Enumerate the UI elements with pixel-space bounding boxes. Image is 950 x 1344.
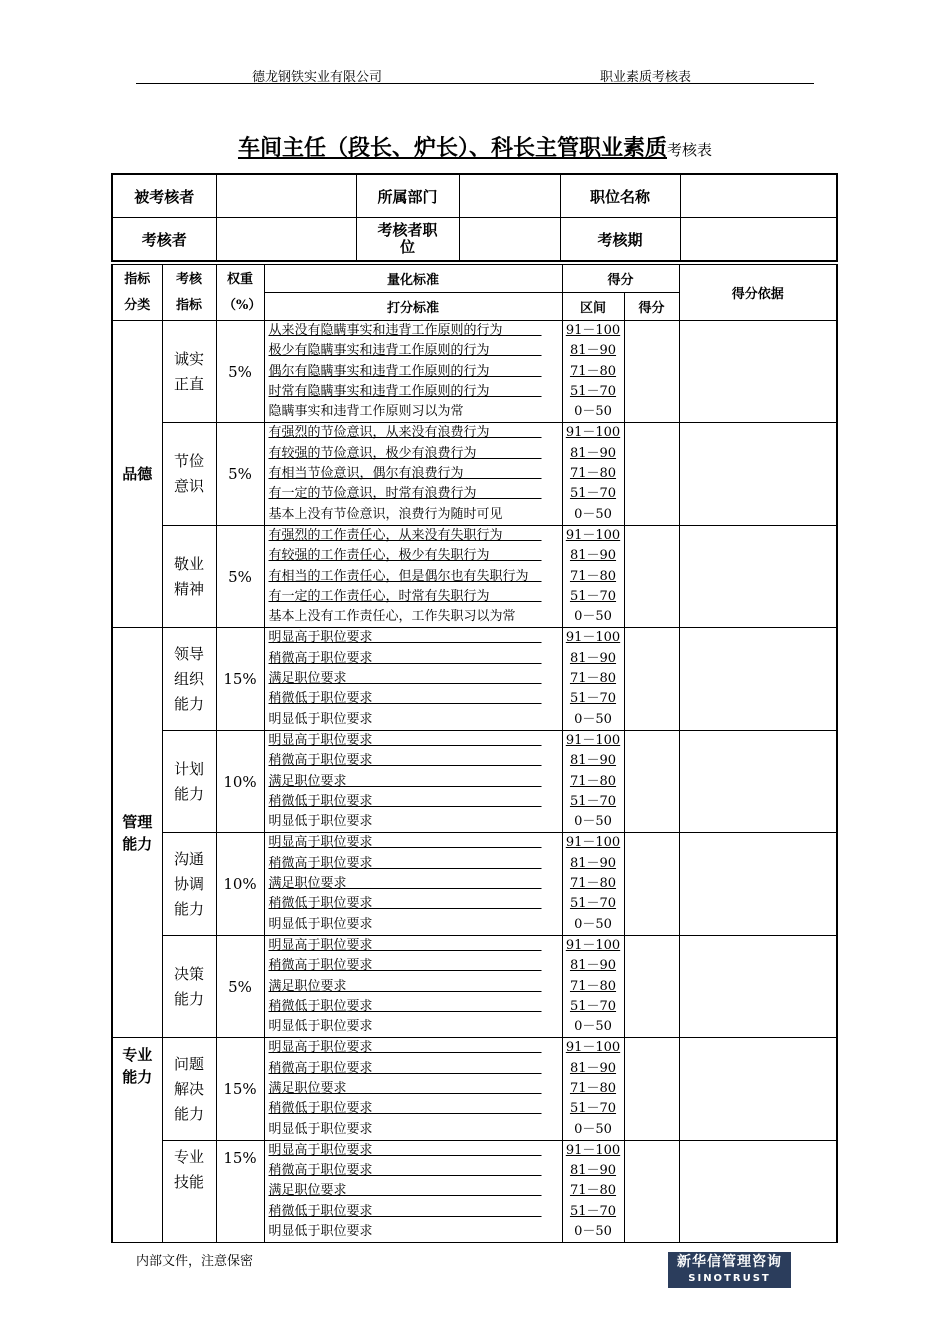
range-item: 81－90 — [569, 1163, 617, 1179]
score-cell[interactable] — [624, 935, 679, 1037]
logo-en: SINOTRUST — [688, 1273, 771, 1284]
criteria-item: 极少有隐瞒事实和违背工作原则的行为＿＿＿＿ — [268, 343, 542, 359]
score-cell[interactable] — [624, 730, 679, 832]
range-item: 81－90 — [569, 445, 617, 461]
range-item: 0－50 — [574, 916, 612, 932]
criteria-item: 满足职位要求＿＿＿＿＿＿＿＿＿＿＿＿＿＿＿ — [268, 978, 542, 994]
criteria-item: 明显低于职位要求 — [268, 711, 373, 727]
criteria-item: 有一定的工作责任心，时常有失职行为＿＿＿＿ — [268, 588, 542, 604]
criteria-list — [264, 423, 562, 525]
head-quant-standard: 量化标准 — [264, 265, 562, 293]
score-cell[interactable] — [624, 423, 679, 525]
indicator-name: 决策能力 — [162, 935, 216, 1037]
range-item: 51－70 — [569, 998, 617, 1014]
criteria-item: 有相当节俭意识，偶尔有浪费行为＿＿＿＿＿＿ — [268, 466, 542, 482]
title-suffix: 考核表 — [667, 141, 713, 159]
criteria-item: 稍微高于职位要求＿＿＿＿＿＿＿＿＿＿＿＿＿ — [268, 1060, 542, 1076]
range-list — [562, 628, 624, 730]
indicator-name: 敬业精神 — [162, 525, 216, 627]
range-item: 71－80 — [569, 466, 617, 482]
criteria-item: 稍微低于职位要求＿＿＿＿＿＿＿＿＿＿＿＿＿ — [268, 896, 542, 912]
criteria-item: 稍微高于职位要求＿＿＿＿＿＿＿＿＿＿＿＿＿ — [268, 855, 542, 871]
head-indicator: 考核指标 — [162, 265, 216, 321]
score-basis-cell[interactable] — [679, 1038, 837, 1140]
range-item: 71－80 — [569, 568, 617, 584]
range-list — [562, 935, 624, 1037]
score-cell[interactable] — [624, 321, 679, 423]
criteria-item: 稍微低于职位要求＿＿＿＿＿＿＿＿＿＿＿＿＿ — [268, 1101, 542, 1117]
criteria-item: 有强烈的工作责任心，从来没有失职行为＿＿＿ — [268, 527, 542, 543]
range-item: 71－80 — [569, 1080, 617, 1096]
indicator-row — [112, 423, 837, 525]
indicator-weight: 15% — [216, 628, 264, 730]
criteria-item: 满足职位要求＿＿＿＿＿＿＿＿＿＿＿＿＿＿＿ — [268, 1080, 542, 1096]
range-list — [562, 423, 624, 525]
criteria-list — [264, 525, 562, 627]
criteria-item: 满足职位要求＿＿＿＿＿＿＿＿＿＿＿＿＿＿＿ — [268, 1183, 542, 1199]
indicator-row — [112, 1038, 837, 1140]
indicator-row — [112, 1140, 837, 1242]
header-doc-name: 职业素质考核表 — [600, 70, 692, 85]
criteria-item: 时常有隐瞒事实和违背工作原则的行为＿＿＿＿ — [268, 383, 542, 399]
score-basis-cell[interactable] — [679, 423, 837, 525]
range-item: 71－80 — [569, 671, 617, 687]
header-company: 德龙钢铁实业有限公司 — [252, 70, 383, 85]
criteria-list — [264, 321, 562, 423]
field-examinee[interactable] — [216, 174, 356, 218]
criteria-item: 稍微高于职位要求＿＿＿＿＿＿＿＿＿＿＿＿＿ — [268, 1163, 542, 1179]
range-item: 81－90 — [569, 958, 617, 974]
criteria-item: 明显低于职位要求 — [268, 916, 373, 932]
range-item: 91－100 — [565, 425, 621, 441]
indicator-name: 问题解决能力 — [162, 1038, 216, 1140]
indicator-weight: 15% — [216, 1038, 264, 1140]
criteria-item: 稍微低于职位要求＿＿＿＿＿＿＿＿＿＿＿＿＿ — [268, 1203, 542, 1219]
criteria-item: 从来没有隐瞒事实和违背工作原则的行为＿＿＿ — [268, 323, 542, 338]
criteria-item: 稍微低于职位要求＿＿＿＿＿＿＿＿＿＿＿＿＿ — [268, 691, 542, 707]
criteria-item: 稍微高于职位要求＿＿＿＿＿＿＿＿＿＿＿＿＿ — [268, 958, 542, 974]
criteria-item: 明显高于职位要求＿＿＿＿＿＿＿＿＿＿＿＿＿ — [268, 732, 542, 748]
sinotrust-logo — [668, 1252, 791, 1288]
score-cell[interactable] — [624, 525, 679, 627]
indicator-name: 节俭意识 — [162, 423, 216, 525]
criteria-list — [264, 833, 562, 935]
indicator-row — [112, 525, 837, 627]
head-score-basis: 得分依据 — [679, 265, 837, 321]
footer-note: 内部文件，注意保密 — [136, 1254, 254, 1269]
range-item: 51－70 — [569, 1101, 617, 1117]
range-item: 91－100 — [565, 937, 621, 953]
indicator-weight: 5% — [216, 423, 264, 525]
range-list — [562, 1038, 624, 1140]
criteria-item: 明显高于职位要求＿＿＿＿＿＿＿＿＿＿＿＿＿ — [268, 1040, 542, 1056]
score-cell[interactable] — [624, 1038, 679, 1140]
range-item: 0－50 — [574, 1019, 612, 1035]
indicator-name: 计划能力 — [162, 730, 216, 832]
range-list — [562, 321, 624, 423]
range-item: 0－50 — [574, 1121, 612, 1137]
indicator-row — [112, 321, 837, 423]
criteria-item: 基本上没有工作责任心，工作失职习以为常 — [268, 609, 516, 625]
label-dept: 所属部门 — [356, 174, 459, 218]
score-basis-cell[interactable] — [679, 525, 837, 627]
range-list — [562, 833, 624, 935]
indicator-weight: 5% — [216, 935, 264, 1037]
label-position: 职位名称 — [560, 174, 680, 218]
range-item: 0－50 — [574, 609, 612, 625]
field-dept[interactable] — [459, 174, 560, 218]
criteria-item: 基本上没有节俭意识，浪费行为随时可见 — [268, 506, 503, 522]
label-examinee: 被考核者 — [112, 174, 216, 218]
range-item: 81－90 — [569, 753, 617, 769]
criteria-item: 明显低于职位要求 — [268, 814, 373, 830]
criteria-item: 有强烈的节俭意识，从来没有浪费行为＿＿＿＿ — [268, 425, 542, 441]
range-item: 81－90 — [569, 855, 617, 871]
indicator-weight: 5% — [216, 525, 264, 627]
score-cell[interactable] — [624, 833, 679, 935]
field-examiner-position[interactable] — [459, 218, 560, 262]
range-item: 91－100 — [565, 323, 621, 338]
score-cell[interactable] — [624, 628, 679, 730]
range-item: 91－100 — [565, 630, 621, 646]
range-item: 0－50 — [574, 814, 612, 830]
indicator-row — [112, 833, 837, 935]
range-item: 81－90 — [569, 343, 617, 359]
category-professional: 专业能力 — [112, 1038, 162, 1243]
range-item: 91－100 — [565, 732, 621, 748]
indicator-weight: 10% — [216, 833, 264, 935]
criteria-item: 有较强的工作责任心，极少有失职行为＿＿＿＿ — [268, 548, 542, 564]
range-list — [562, 730, 624, 832]
range-item: 71－80 — [569, 363, 617, 379]
criteria-item: 满足职位要求＿＿＿＿＿＿＿＿＿＿＿＿＿＿＿ — [268, 671, 542, 687]
criteria-list — [264, 1038, 562, 1140]
range-item: 0－50 — [574, 404, 612, 420]
range-list — [562, 1140, 624, 1242]
field-examiner[interactable] — [216, 218, 356, 262]
range-item: 51－70 — [569, 793, 617, 809]
category-moral: 品德 — [112, 321, 162, 628]
page-title — [0, 131, 950, 162]
criteria-item: 有一定的节俭意识，时常有浪费行为＿＿＿＿＿ — [268, 486, 542, 502]
range-item: 51－70 — [569, 383, 617, 399]
head-weight: 权重（%） — [216, 265, 264, 321]
range-item: 51－70 — [569, 588, 617, 604]
score-basis-cell[interactable] — [679, 1140, 837, 1242]
indicator-name: 专业技能 — [162, 1140, 216, 1242]
score-basis-cell[interactable] — [679, 628, 837, 730]
criteria-item: 明显低于职位要求 — [268, 1019, 373, 1035]
criteria-item: 满足职位要求＿＿＿＿＿＿＿＿＿＿＿＿＿＿＿ — [268, 773, 542, 789]
indicator-row — [112, 730, 837, 832]
logo-cn: 新华信管理咨询 — [677, 1254, 782, 1270]
range-item: 81－90 — [569, 650, 617, 666]
range-item: 91－100 — [565, 1040, 621, 1056]
criteria-item: 明显低于职位要求 — [268, 1121, 373, 1137]
range-item: 51－70 — [569, 1203, 617, 1219]
criteria-item: 稍微高于职位要求＿＿＿＿＿＿＿＿＿＿＿＿＿ — [268, 650, 542, 666]
range-list — [562, 525, 624, 627]
head-score: 得分 — [562, 265, 679, 293]
range-item: 71－80 — [569, 876, 617, 892]
head-criteria: 打分标准 — [264, 293, 562, 321]
label-period: 考核期 — [560, 218, 680, 262]
criteria-list — [264, 628, 562, 730]
score-basis-cell[interactable] — [679, 833, 837, 935]
indicator-name: 沟通协调能力 — [162, 833, 216, 935]
criteria-item: 明显高于职位要求＿＿＿＿＿＿＿＿＿＿＿＿＿ — [268, 937, 542, 953]
label-examiner-position: 考核者职位 — [356, 218, 459, 262]
range-item: 51－70 — [569, 896, 617, 912]
range-item: 71－80 — [569, 1183, 617, 1199]
header-rule — [136, 83, 814, 84]
title-main: 车间主任（段长、炉长）、科长主管职业素质 — [237, 135, 667, 161]
criteria-list — [264, 730, 562, 832]
indicator-weight: 15% — [216, 1140, 264, 1242]
indicator-row — [112, 628, 837, 730]
range-item: 91－100 — [565, 527, 621, 543]
criteria-item: 稍微高于职位要求＿＿＿＿＿＿＿＿＿＿＿＿＿ — [268, 753, 542, 769]
indicator-name: 领导组织能力 — [162, 628, 216, 730]
range-item: 91－100 — [565, 835, 621, 851]
range-item: 91－100 — [565, 1142, 621, 1158]
score-basis-cell[interactable] — [679, 730, 837, 832]
criteria-item: 明显低于职位要求 — [268, 1224, 373, 1240]
info-table — [111, 173, 838, 262]
range-item: 0－50 — [574, 506, 612, 522]
field-position[interactable] — [680, 174, 837, 218]
label-examiner: 考核者 — [112, 218, 216, 262]
indicator-weight: 5% — [216, 321, 264, 423]
range-item: 0－50 — [574, 711, 612, 727]
head-score-col: 得分 — [624, 293, 679, 321]
head-category: 指标分类 — [112, 265, 162, 321]
criteria-item: 稍微低于职位要求＿＿＿＿＿＿＿＿＿＿＿＿＿ — [268, 793, 542, 809]
indicator-row — [112, 935, 837, 1037]
criteria-item: 满足职位要求＿＿＿＿＿＿＿＿＿＿＿＿＿＿＿ — [268, 876, 542, 892]
head-range: 区间 — [562, 293, 624, 321]
category-management: 管理能力 — [112, 628, 162, 1038]
criteria-item: 有相当的工作责任心，但是偶尔也有失职行为＿ — [268, 568, 542, 584]
score-cell[interactable] — [624, 1140, 679, 1242]
range-item: 0－50 — [574, 1224, 612, 1240]
field-period[interactable] — [680, 218, 837, 262]
score-basis-cell[interactable] — [679, 321, 837, 423]
criteria-item: 偶尔有隐瞒事实和违背工作原则的行为＿＿＿＿ — [268, 363, 542, 379]
criteria-item: 稍微低于职位要求＿＿＿＿＿＿＿＿＿＿＿＿＿ — [268, 998, 542, 1014]
indicator-name: 诚实正直 — [162, 321, 216, 423]
criteria-item: 明显高于职位要求＿＿＿＿＿＿＿＿＿＿＿＿＿ — [268, 1142, 542, 1158]
range-item: 81－90 — [569, 1060, 617, 1076]
criteria-item: 隐瞒事实和违背工作原则习以为常 — [268, 404, 464, 420]
criteria-list — [264, 1140, 562, 1242]
range-item: 51－70 — [569, 486, 617, 502]
assessment-table — [111, 264, 838, 1243]
criteria-item: 有较强的节俭意识，极少有浪费行为＿＿＿＿＿ — [268, 445, 542, 461]
range-item: 81－90 — [569, 548, 617, 564]
range-item: 71－80 — [569, 773, 617, 789]
indicator-weight: 10% — [216, 730, 264, 832]
criteria-item: 明显高于职位要求＿＿＿＿＿＿＿＿＿＿＿＿＿ — [268, 835, 542, 851]
range-item: 71－80 — [569, 978, 617, 994]
criteria-item: 明显高于职位要求＿＿＿＿＿＿＿＿＿＿＿＿＿ — [268, 630, 542, 646]
score-basis-cell[interactable] — [679, 935, 837, 1037]
criteria-list — [264, 935, 562, 1037]
range-item: 51－70 — [569, 691, 617, 707]
